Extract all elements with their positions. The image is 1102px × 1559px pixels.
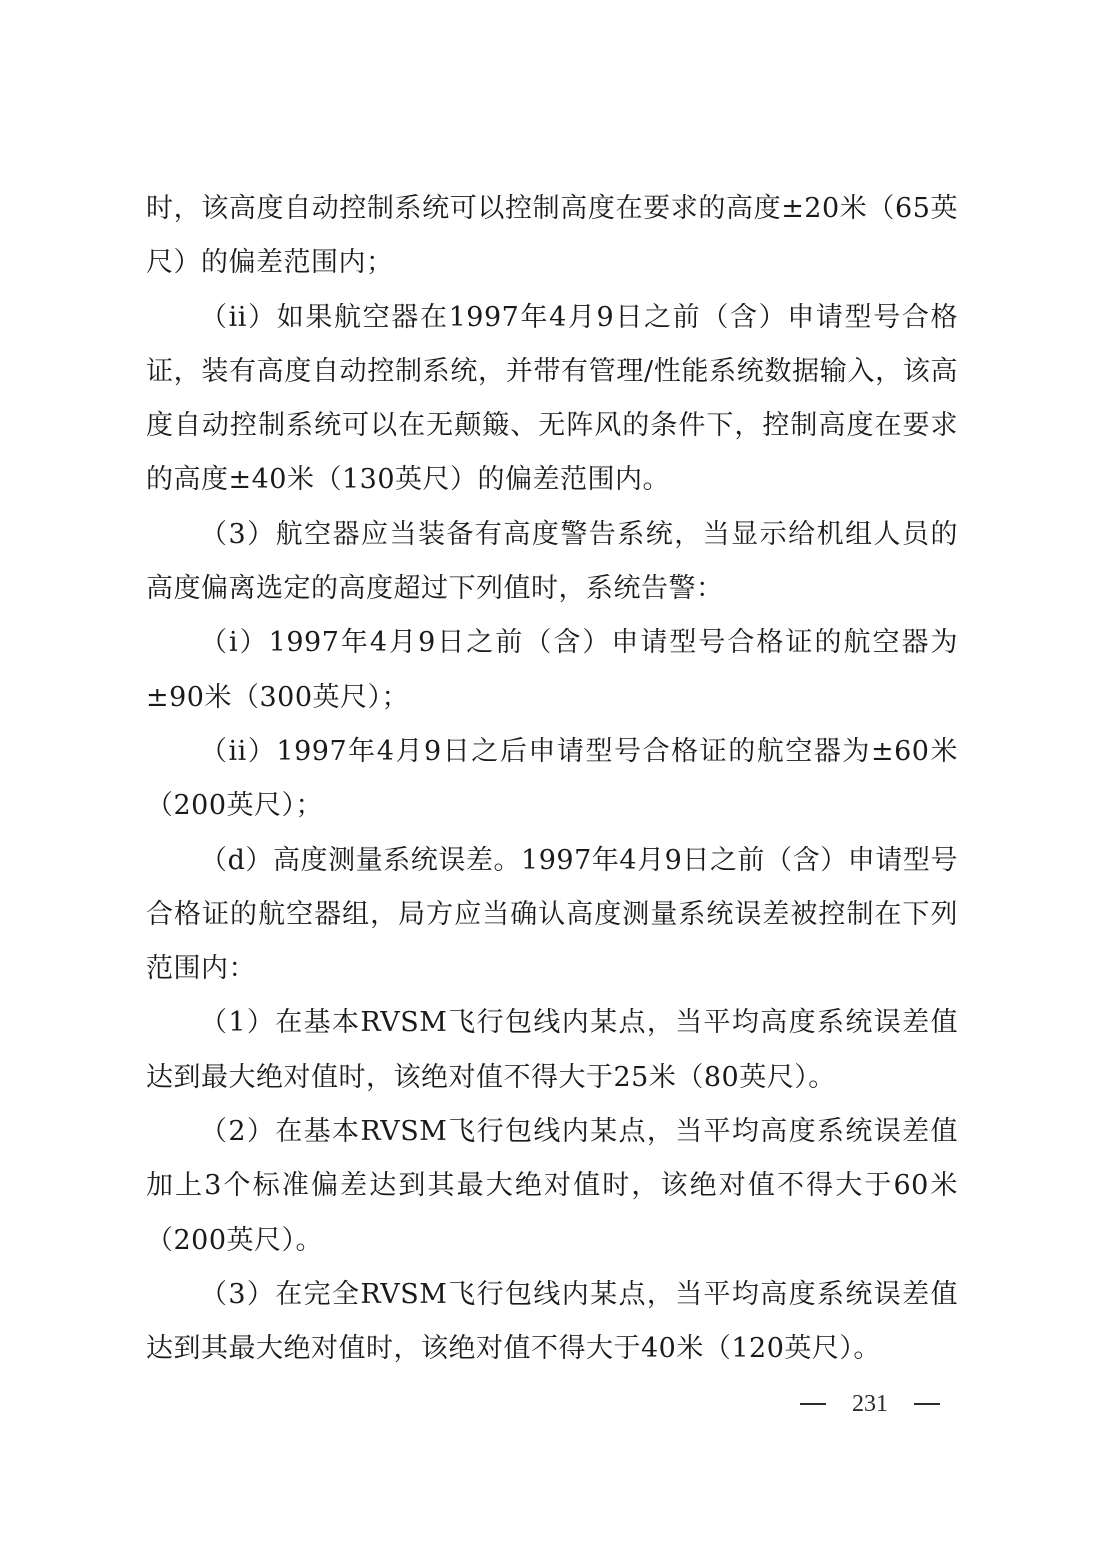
paragraph-d-altimetry-error: （d）高度测量系统误差。1997年4月9日之前（含）申请型号合格证的航空器组，局方应当确认高度测量系统误差被控制在下列范围内： (146, 844, 958, 985)
paragraph-ii-alert-200ft: （ii）1997年4月9日之后申请型号合格证的航空器为±60米（200英尺）； (146, 735, 958, 822)
paragraph-1-basic-envelope: （1）在基本RVSM飞行包线内某点，当平均高度系统误差值达到最大绝对值时，该绝对值不得大于25米（80英尺）。 (146, 1007, 958, 1093)
paragraph-i-alert-300ft: （i）1997年4月9日之前（含）申请型号合格证的航空器为±90米（300英尺）； (146, 627, 958, 713)
paragraph-ii-autopilot: （ii）如果航空器在1997年4月9日之前（含）申请型号合格证，装有高度自动控制系统，并带有管理/性能系统数据输入，该高度自动控制系统可以在无颠簸、无阵风的条件下，控制高度在要求的高度±40米（130英尺）的偏差范围内。 (146, 301, 958, 496)
paragraph-3-full-envelope: （3）在完全RVSM飞行包线内某点，当平均高度系统误差值达到其最大绝对值时，该绝对值不得大于40米（120英尺）。 (146, 1278, 958, 1365)
page-footer (800, 1384, 940, 1424)
page-number: 231 (852, 1391, 888, 1417)
footer-dash-left (800, 1403, 826, 1404)
footer-dash-right (914, 1403, 940, 1404)
paragraph-continued: 时，该高度自动控制系统可以控制高度在要求的高度±20米（65英尺）的偏差范围内； (146, 193, 958, 279)
paragraph-3-altitude-alert: （3）航空器应当装备有高度警告系统，当显示给机组人员的高度偏离选定的高度超过下列值时，系统告警： (146, 518, 958, 605)
body-text (146, 182, 958, 1377)
paragraph-2-three-sigma: （2）在基本RVSM飞行包线内某点，当平均高度系统误差值加上3个标准偏差达到其最大绝对值时，该绝对值不得大于60米（200英尺）。 (146, 1116, 958, 1256)
